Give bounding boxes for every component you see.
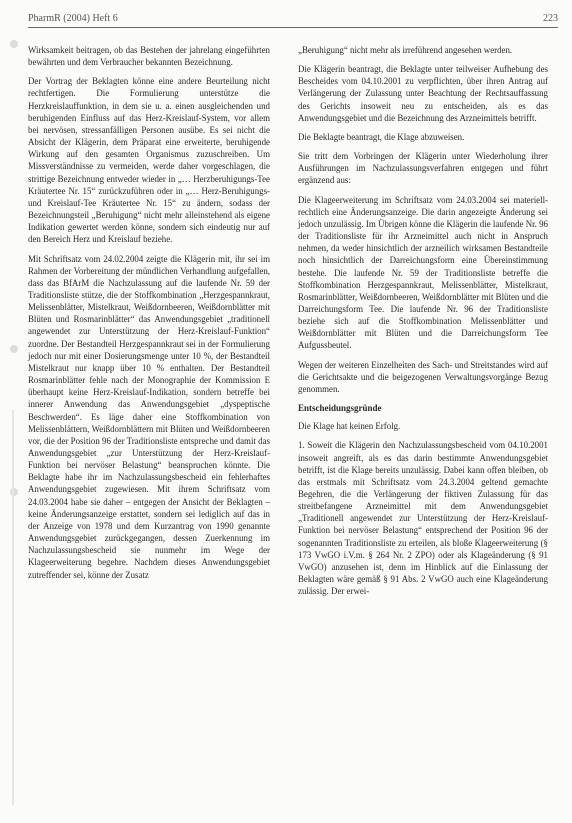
punch-hole: [10, 40, 18, 48]
punch-hole: [10, 345, 18, 353]
left-column: [28, 44, 270, 588]
paragraph: Der Vortrag der Beklagten könne eine andere Beurteilung nicht rechtfertigen. Die Formulierung unterstütze die Herzkreislauffunktion, in dem sie u. a. einen ausgleichenden und beruhigenden Einfluss auf das Herz-Kreislauf-System, vor allem bei nervösen, stressanfälligen Personen ausübe. Es sei nicht die Absicht der Klägerin, dem Präparat eine erweiterte, beruhigende Wirkung auf den gesamten Organismus zuzuschreiben. Um Missverständnisse zu vermeiden, werde daher vorgeschlagen, die strittige Bezeichnung entweder wieder in „… Herzberuhigungs-Tee Kräutertee Nr. 15“ zurückzuführen oder in „… Herz-Beruhigungs- und Kreislauf-Tee Kräutertee Nr. 15“ zu ändern, sodass der Bezeichnungsteil „Beruhigung“ nicht mehr alleinstehend als eigene Indikation gewertet werden könne, sondern sich eindeutig nur auf den Bereich Herz und Kreislauf beziehe.: [28, 76, 270, 245]
paragraph: Wirksamkeit beitragen, ob das Bestehen der jahrelang eingeführten bewährten und dem Verbraucher bekannten Bezeichnung.: [28, 45, 270, 68]
running-header-page-number: 223: [543, 13, 558, 24]
scan-edge-shadow: [12, 410, 14, 805]
paragraph: Wegen der weiteren Einzelheiten des Sach- und Streitstandes wird auf die Gerichtsakte und die beigezogenen Verwaltungsvorgänge Bezug genommen.: [298, 359, 548, 394]
running-header-journal: PharmR (2004) Heft 6: [28, 13, 118, 24]
paragraph: Die Klage hat keinen Erfolg.: [298, 421, 401, 432]
paragraph: Sie tritt dem Vorbringen der Klägerin unter Wiederholung ihrer Ausführungen im Nachzulassungsverfahren entgegen und führt ergänzend aus:: [298, 151, 548, 186]
paragraph: Die Klageerweiterung im Schriftsatz vom 24.03.2004 sei materiell-rechtlich eine Änderungsanzeige. Die darin angezeigte Änderung sei jedoch unzulässig. Im Übrigen könne die Klägerin die laufende Nr. 96 der Traditionsliste für ihr Arzneimittel auch nicht in Anspruch nehmen, da weder hinsichtlich der arzneilich wirksamen Bestandteile noch hinsichtlich der Darreichungsform eine Übereinstimmung bestehe. Die laufende Nr. 59 der Traditionsliste betreffe die Stoffkombination Herzgespannkraut, Melissenblätter, Mistelkraut, Rosmarinblätter, Weißdornbeeren, Weißdornblätter mit Blüten und die Darreichungsform Tee. Die laufende Nr. 96 der Traditionsliste beziehe sich auf die Stoffkombination Melissenblätter und Weißdornblätter mit Blüten und die Darreichungsform Tee Aufgussbeutel.: [298, 194, 548, 351]
paragraph: Mit Schriftsatz vom 24.02.2004 zeigte die Klägerin mit, ihr sei im Rahmen der Vorbereitung der mündlichen Verhandlung aufgefallen, dass das BfArM die Nachzulassung auf die laufende Nr. 59 der Traditionsliste stütze, die der Stoffkombination „Herzgespannkraut, Melissenblätter, Mistelkraut, Weißdornbeeren, Weißdornblätter mit Blüten und Rosmarinblätter“ das Anwendungsgebiet „traditionell angewendet zur Unterstützung der Herz-Kreislauf-Funktion“ zuordne. Der Bestandteil Herzgespannkraut sei in der Formulierung jedoch nur mit einer Dosierungsmenge unter 10 %, der Bestandteil Mistelkraut nur knapp über 10 % enthalten. Der Bestandteil Rosmarinblätter fehle nach der Monographie der Kommission E überhaupt keine Herz-Kreislauf-Indikation, sondern betreffe bei innerer Anwendung das Anwendungsgebiet „dyspeptische Beschwerden“. Es läge daher eine Stoffkombination von Melissenblättern, Weißdornblättern mit Blüten und Weißdornbeeren vor, die der Position 96 der Traditionsliste entspreche und damit das Anwendungsgebiet „zur Unterstützung der Herz-Kreislauf-Funktion bei nervöser Belastung“ beanspruchen könnte. Die Beklagte habe ihr im Nachzulassungsbescheid ein fehlerhaftes Anwendungsgebiet zugewiesen. Mit ihrem Schriftsatz vom 24.03.2004 habe sie daher – entgegen der Ansicht der Beklagten – keine Änderungsanzeige erstattet, sondern sei lediglich auf das in der Anzeige von 1978 und dem Kurzantrag von 1990 genannte Anwendungsgebiet zurückgegangen, dessen Zuerkennung im Nachzulassungsbescheid sie nunmehr im Wege der Klageerweiterung begehre. Nachdem dieses Anwendungsgebiet zutreffender sei, könne der Zusatz: [28, 253, 270, 580]
paragraph: „Beruhigung“ nicht mehr als irreführend angesehen werden.: [298, 45, 513, 55]
paragraph: Die Beklagte beantragt, die Klage abzuweisen.: [298, 131, 465, 142]
paragraph: Die Klägerin beantragt, die Beklagte unter teilweiser Aufhebung des Bescheides vom 04.10.2001 zu verpflichten, über ihren Antrag auf Verlängerung der Zulassung unter Beachtung der Rechtsauffassung des Gerichts insoweit neu zu entscheiden, als es das Anwendungsgebiet und die Bezeichnung des Arzneimittels betrifft.: [298, 64, 548, 123]
header-rule: [28, 27, 558, 28]
paragraph: 1. Soweit die Klägerin den Nachzulassungsbescheid vom 04.10.2001 insoweit angreift, als es das darin bestimmte Anwendungsgebiet betrifft, ist die Klage bereits unzulässig. Dabei kann offen bleiben, ob das erstmals mit Schriftsatz vom 24.3.2004 geltend gemachte Begehren, die die Verlängerung der fiktiven Zulassung für das streitbefangene Arzneimittel mit dem Anwendungsgebiet „Traditionell angewendet zur Unterstützung der Herz-Kreislauf-Funktion bei nervöser Belastung“ entsprechend der Position 96 der sogenannten Traditionsliste zu erteilen, als bloße Klageerweiterung (§ 173 VwGO i.V.m. § 264 Nr. 2 ZPO) oder als Klageänderung (§ 91 VwGO) anzusehen ist, denn im Hinblick auf die Einlassung der Beklagten wäre gemäß § 91 Abs. 2 VwGO auch eine Klageänderung zulässig. Der erwei-: [298, 440, 548, 597]
right-column: [298, 44, 548, 604]
section-heading: Entscheidungsgründe: [298, 403, 382, 414]
